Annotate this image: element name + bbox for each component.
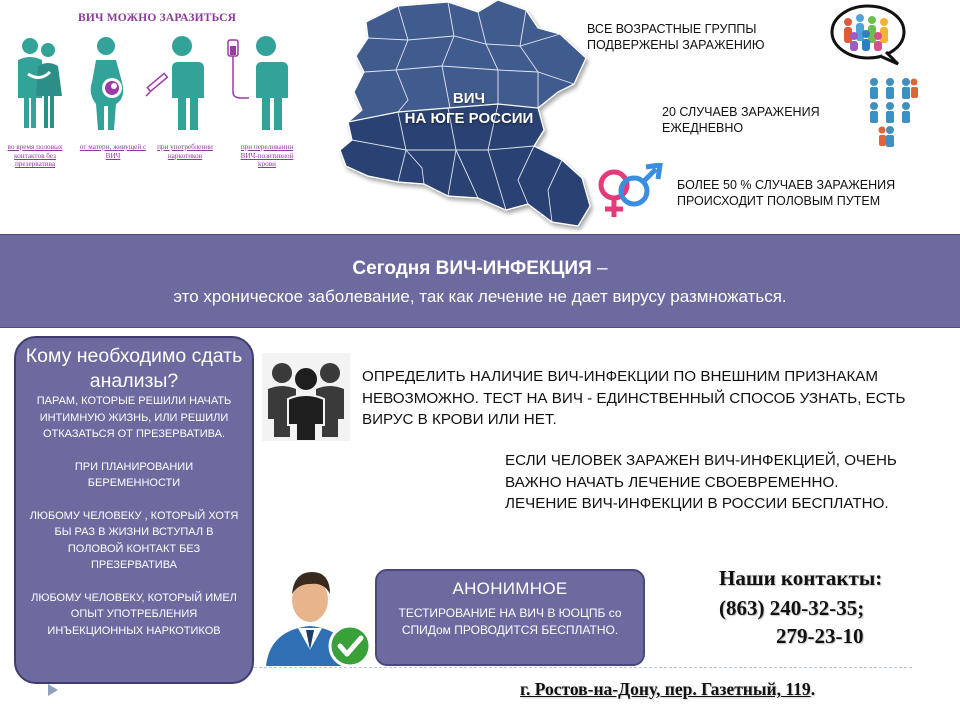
banner-subline: это хроническое заболевание, так как лечение не дает вирусу размножаться. xyxy=(173,287,787,306)
who-item-couples: ПАРАМ, КОТОРЫЕ РЕШИЛИ НАЧАТЬ ИНТИМНУЮ ЖИЗНЬ, ИЛИ РЕШИЛИ ОТКАЗАТЬСЯ ОТ ПРЕЗЕРВАТИВА. xyxy=(36,395,232,441)
route-label-sexual: во время половых контактов без презерватива xyxy=(7,143,63,169)
who-should-test-box xyxy=(14,336,254,684)
definition-banner xyxy=(0,234,960,328)
pregnant-woman-icon xyxy=(70,34,140,132)
banner-headline-dash: – xyxy=(591,258,608,279)
transmission-title: ВИЧ МОЖНО ЗАРАЗИТЬСЯ xyxy=(78,12,237,24)
speech-bubble-crowd-icon xyxy=(828,0,910,66)
anon-title: АНОНИМНОЕ xyxy=(452,579,568,598)
treatment-free-text: ЛЕЧЕНИЕ ВИЧ-ИНФЕКЦИИ В РОССИИ БЕСПЛАТНО. xyxy=(505,495,889,513)
anon-text: ТЕСТИРОВАНИЕ НА ВИЧ В ЮОЦПБ со СПИДом ПРОВОДИТСЯ БЕСПЛАТНО. xyxy=(398,606,622,638)
who-title: Кому необходимо сдать анализы? xyxy=(25,345,243,392)
address xyxy=(520,679,815,700)
fact-sexual-route: БОЛЕЕ 50 % СЛУЧАЕВ ЗАРАЖЕНИЯ ПРОИСХОДИТ ПОЛОВЫМ ПУТЕМ xyxy=(677,178,896,208)
south-russia-map xyxy=(338,0,600,232)
contacts-title: Наши контакты: xyxy=(719,566,883,590)
treatment-info xyxy=(505,450,950,515)
person-with-checkmark-icon xyxy=(260,566,372,666)
banner-headline xyxy=(0,258,960,280)
map-label-line1: ВИЧ xyxy=(452,90,486,107)
fact-daily-cases: 20 СЛУЧАЕВ ЗАРАЖЕНИЯ ЕЖЕДНЕВНО xyxy=(662,105,820,135)
treatment-early-text: ЕСЛИ ЧЕЛОВЕК ЗАРАЖЕН ВИЧ-ИНФЕКЦИЕЙ, ОЧЕНЬ ВАЖНО НАЧАТЬ ЛЕЧЕНИЕ СВОЕВРЕМЕННО. xyxy=(505,452,897,491)
syringe-person-icon xyxy=(144,34,214,132)
who-item-pregnancy: ПРИ ПЛАНИРОВАНИИ БЕРЕМЕННОСТИ xyxy=(74,460,194,490)
route-label-drugs: при употреблении наркотиков xyxy=(157,143,213,160)
crowd-icon xyxy=(866,74,922,154)
footer-divider xyxy=(254,667,912,668)
test-is-only-way-text: ОПРЕДЕЛИТЬ НАЛИЧИЕ ВИЧ-ИНФЕКЦИИ ПО ВНЕШНИМ ПРИЗНАКАМ НЕВОЗМОЖНО. ТЕСТ НА ВИЧ - ЕДИНСТВЕННЫЙ СПОСОБ УЗНАТЬ, ЕСТЬ ВИРУС В КРОВИ ИЛИ НЕТ. xyxy=(362,368,906,429)
who-item-injecting-drugs: ЛЮБОМУ ЧЕЛОВЕКУ, КОТОРЫЙ ИМЕЛ ОПЫТ УПОТРЕБЛЕНИЯ ИНЪЕКЦИОННЫХ НАРКОТИКОВ xyxy=(31,591,237,637)
phone-1[interactable]: (863) 240-32-35; xyxy=(719,596,865,620)
footer-triangle xyxy=(48,684,58,696)
route-label-transfusion: при переливании ВИЧ-позитивной крови xyxy=(240,143,294,169)
gender-symbols-icon xyxy=(590,163,666,219)
map-label-line2: НА ЮГЕ РОССИИ xyxy=(404,110,534,127)
route-label-mother: от матери, живущей с ВИЧ xyxy=(79,143,147,160)
couple-icon xyxy=(4,34,74,132)
people-group-icon xyxy=(262,353,350,441)
address-period: . xyxy=(810,679,816,699)
who-item-unprotected-contact: ЛЮБОМУ ЧЕЛОВЕКУ , КОТОРЫЙ ХОТЯ БЫ РАЗ В ЖИЗНИ ВСТУПАЛ В ПОЛОВОЙ КОНТАКТ БЕЗ ПРЕЗЕРВАТИВА xyxy=(29,509,239,572)
fact-age-groups: ВСЕ ВОЗРАСТНЫЕ ГРУППЫ ПОДВЕРЖЕНЫ ЗАРАЖЕНИЮ xyxy=(587,22,765,52)
banner-headline-bold: Сегодня ВИЧ-ИНФЕКЦИЯ xyxy=(352,258,592,279)
blood-transfusion-icon xyxy=(224,34,294,132)
anonymous-testing-box xyxy=(375,569,645,666)
address-text: г. Ростов-на-Дону, пер. Газетный, 119 xyxy=(520,679,811,699)
phone-2[interactable]: 279-23-10 xyxy=(776,624,864,648)
